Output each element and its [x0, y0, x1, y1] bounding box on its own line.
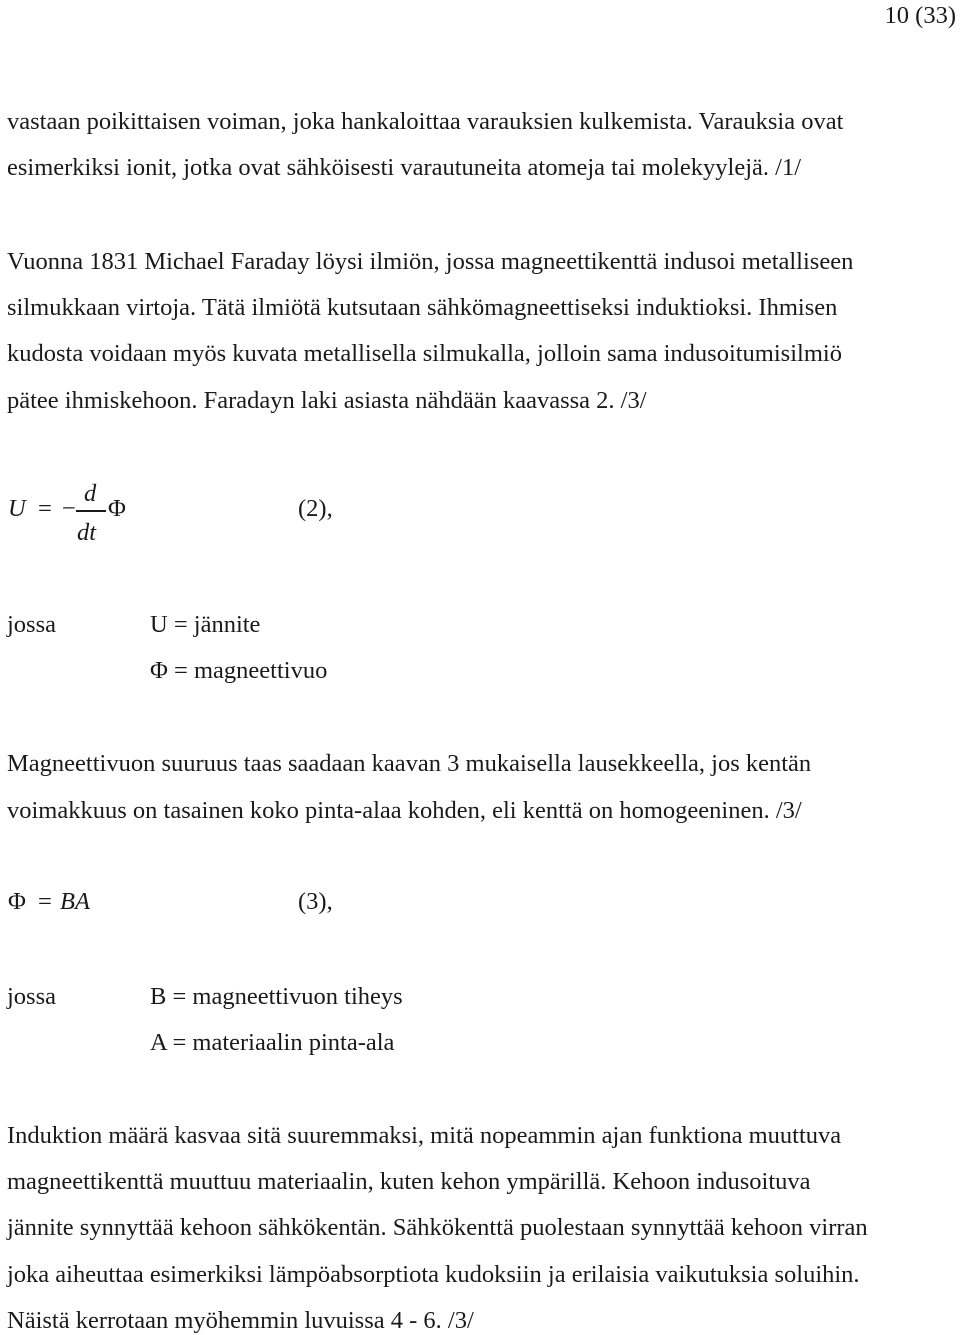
text-line: silmukkaan virtoja. Tätä ilmiötä kutsutaan sähkömagneettiseksi induktioksi. Ihmisen — [7, 294, 838, 321]
legend-item: B = magneettivuon tiheys — [150, 983, 403, 1010]
text-line: voimakkuus on tasainen koko pinta-alaa kohden, eli kenttä on homogeeninen. /3/ — [7, 797, 802, 824]
formula-lhs: Φ — [8, 888, 26, 915]
formula-equals: = — [38, 495, 52, 522]
text-line: pätee ihmiskehoon. Faradayn laki asiasta nähdään kaavassa 2. /3/ — [7, 387, 647, 414]
text-line: kudosta voidaan myös kuvata metallisella silmukalla, jolloin sama indusoitumisilmiö — [7, 340, 842, 367]
text-line: jännite synnyttää kehoon sähkökentän. Sähkökenttä puolestaan synnyttää kehoon virran — [7, 1214, 868, 1241]
fraction-numerator: d — [84, 480, 97, 507]
formula-number: (3), — [298, 888, 333, 915]
text-line: Näistä kerrotaan myöhemmin luvuissa 4 - 6. /3/ — [7, 1307, 474, 1334]
text-line: esimerkiksi ionit, jotka ovat sähköisesti varautuneita atomeja tai molekyylejä. /1/ — [7, 154, 802, 181]
text-line: Vuonna 1831 Michael Faraday löysi ilmiön, jossa magneettikenttä indusoi metalliseen — [7, 248, 854, 275]
text-line: Induktion määrä kasvaa sitä suuremmaksi, mitä nopeammin ajan funktiona muuttuva — [7, 1122, 842, 1149]
page-number: 10 (33) — [884, 2, 956, 29]
formula-lhs: U — [8, 495, 26, 522]
fraction-denominator: dt — [77, 519, 97, 546]
formula-number: (2), — [298, 495, 333, 522]
legend-item: U = jännite — [150, 611, 261, 638]
text-line: Magneettivuon suuruus taas saadaan kaavan 3 mukaisella lausekkeella, jos kentän — [7, 750, 812, 777]
text-line: joka aiheuttaa esimerkiksi lämpöabsorptiota kudoksiin ja erilaisia vaikutuksia soluihin. — [7, 1261, 860, 1288]
formula-rhs: BA — [60, 888, 90, 915]
formula-rhs: Φ — [108, 495, 126, 522]
legend-label: jossa — [7, 983, 56, 1010]
fraction-bar — [76, 510, 106, 512]
legend-item: A = materiaalin pinta-ala — [150, 1029, 395, 1056]
text-line: vastaan poikittaisen voiman, joka hankaloittaa varauksien kulkemista. Varauksia ovat — [7, 108, 844, 135]
legend-label: jossa — [7, 611, 56, 638]
legend-item: Φ = magneettivuo — [150, 657, 328, 684]
text-line: magneettikenttä muuttuu materiaalin, kuten kehon ympärillä. Kehoon indusoituva — [7, 1168, 811, 1195]
formula-equals: = — [38, 888, 52, 915]
formula-minus: − — [62, 495, 76, 522]
